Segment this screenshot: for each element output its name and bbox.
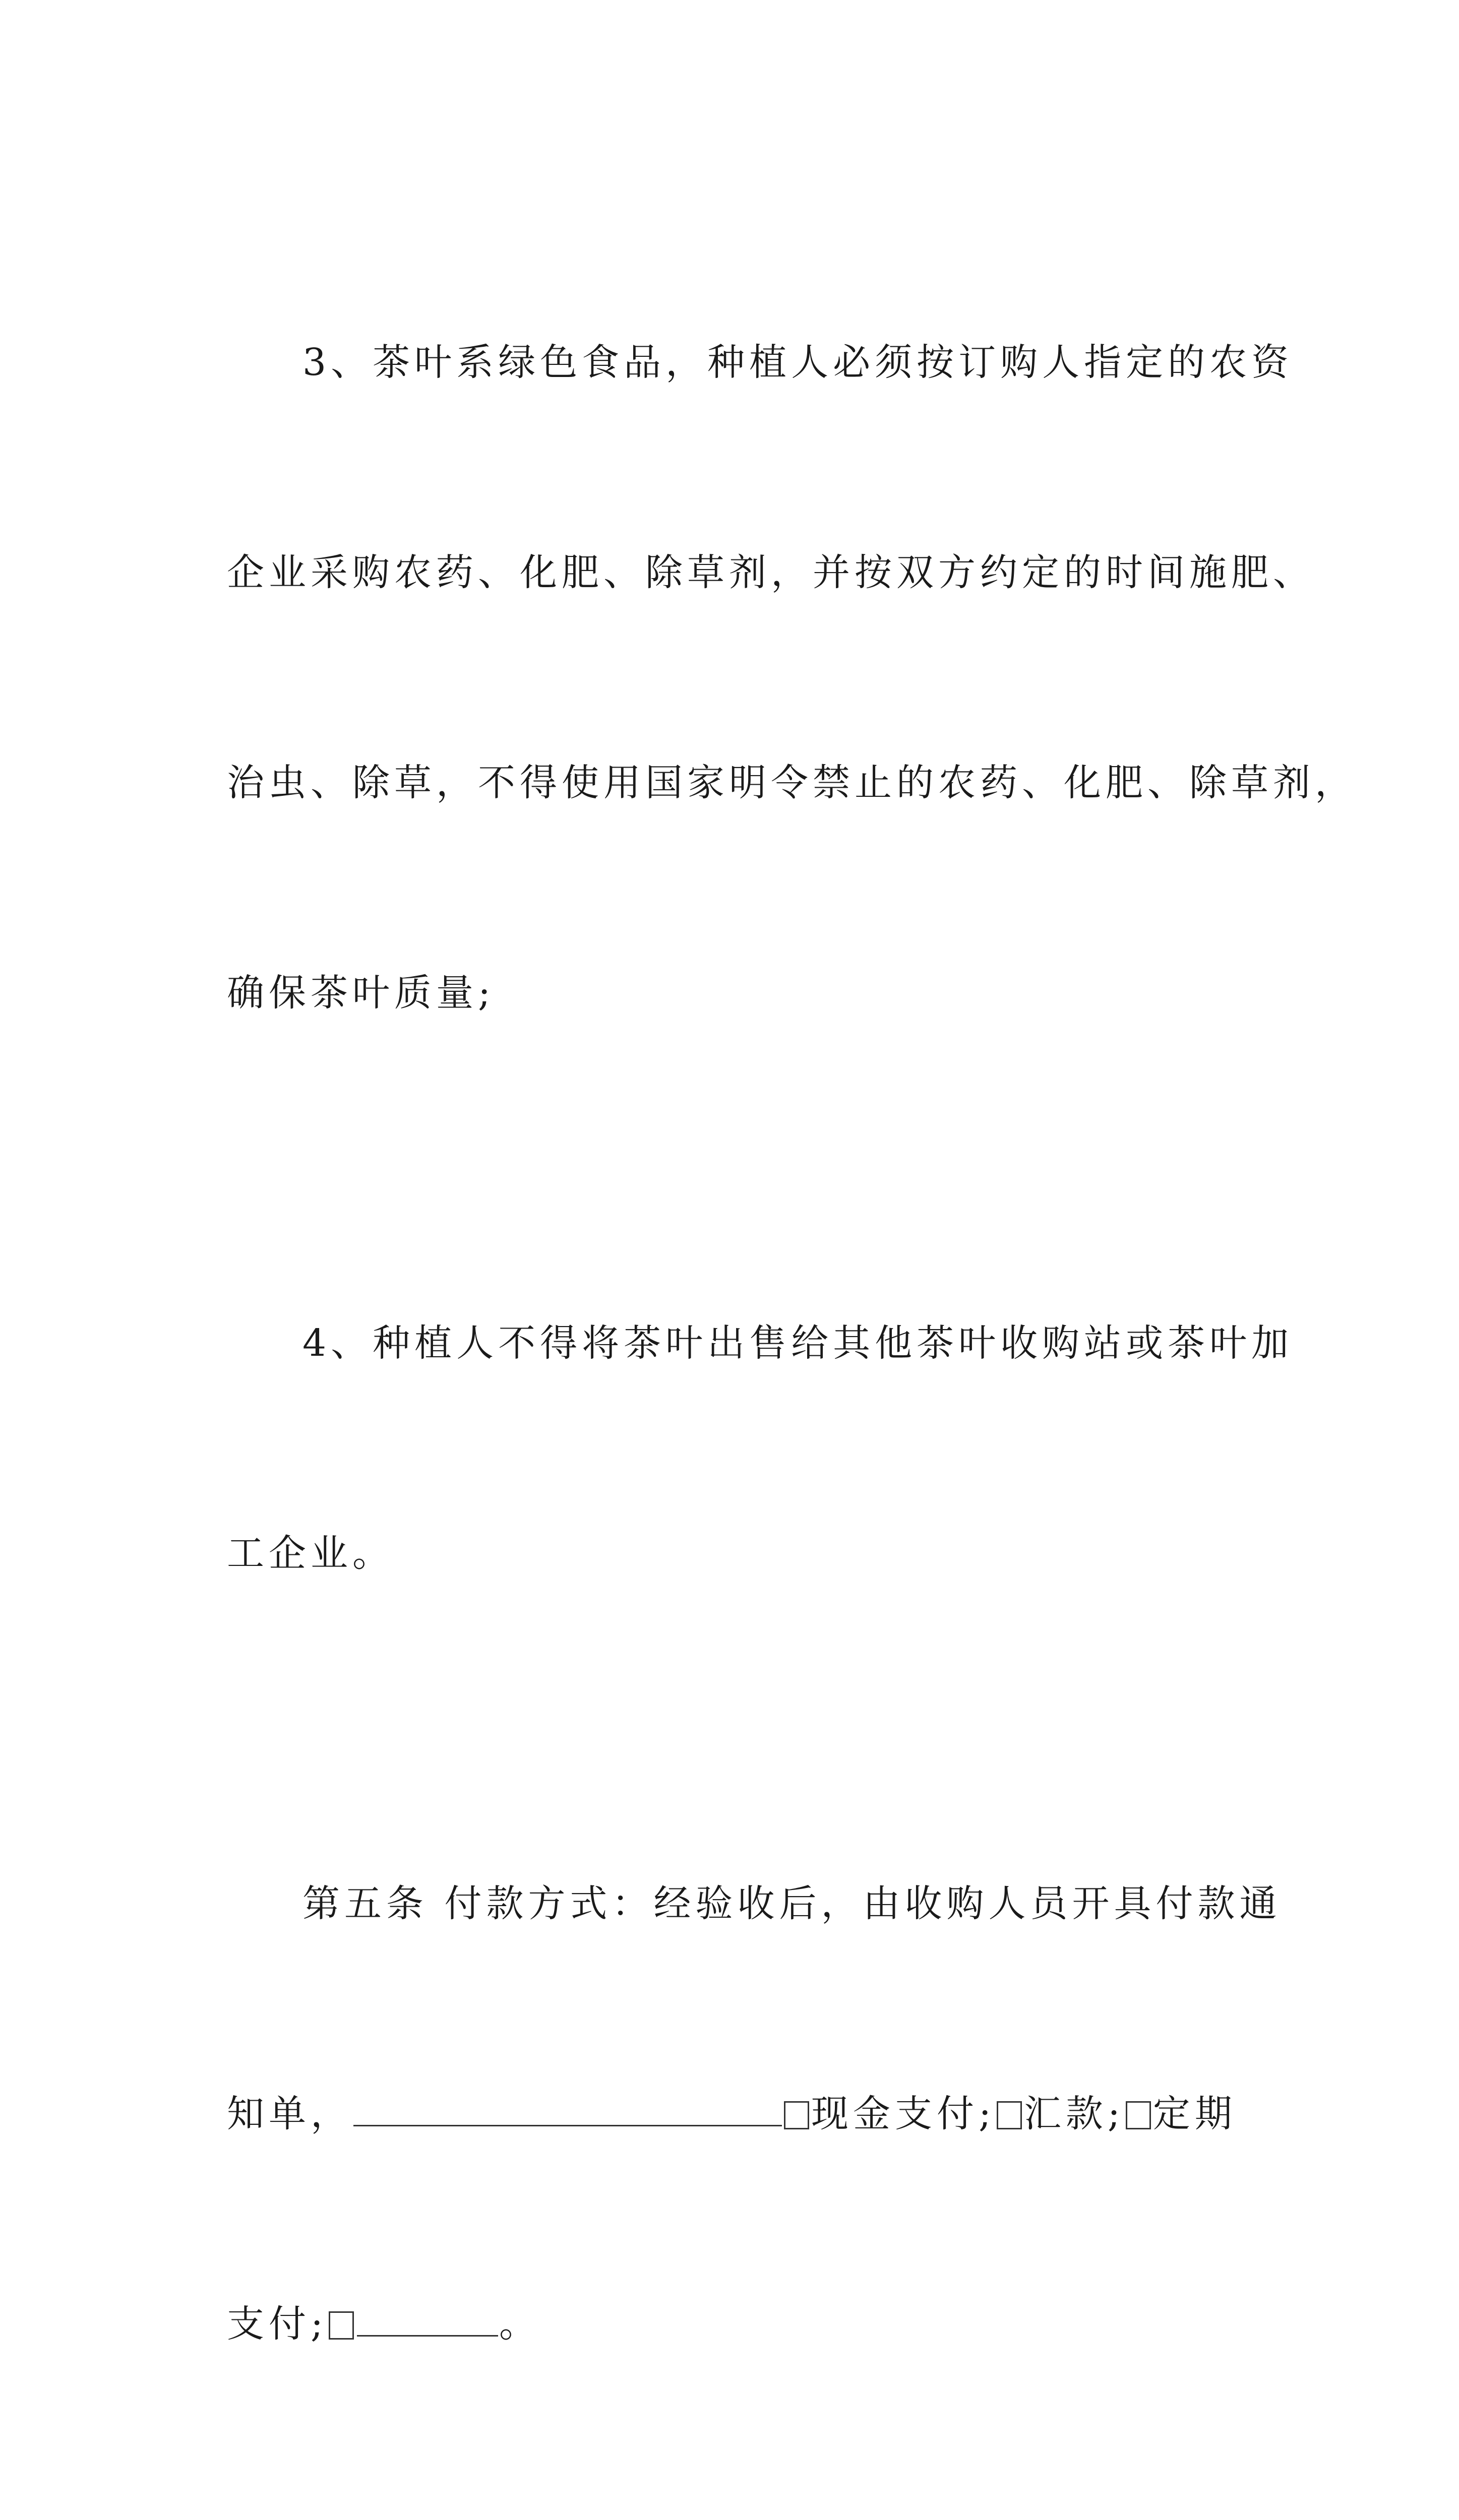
option-scheduled-label-cont: 支付; — [227, 2302, 328, 2346]
option-cash-label: 现金支付; — [811, 2092, 996, 2135]
text-line: 治虫、除草，不得使用国家明令禁止的农药、化肥、除草剂， — [227, 761, 1357, 804]
text-line — [151, 2289, 1265, 2359]
checkbox-cash[interactable] — [784, 2101, 809, 2129]
text-line: 4、种植人不得将茶叶出售给其他茶叶收购站或茶叶加 — [302, 1321, 1294, 1365]
article-5-payment-paragraph — [227, 1729, 1282, 2499]
clause-3-paragraph — [227, 187, 1357, 1168]
option-remittance-label: 汇款; — [1023, 2092, 1125, 2135]
fill-in-blank[interactable] — [357, 2303, 498, 2337]
text-line: 3、茶叶系绿色食品，种植人必须按订购人指定的农资 — [302, 341, 1294, 384]
text-line: 工企业。 — [227, 1532, 394, 1575]
checkbox-other[interactable] — [329, 2311, 354, 2340]
fill-in-blank[interactable] — [353, 2093, 782, 2126]
text-line: 第五条 付款方式：经验收后，由收购人员开具付款通 — [302, 1882, 1282, 1925]
text-fragment: 知单， — [227, 2092, 352, 2135]
option-scheduled-label: 定期 — [1152, 2092, 1237, 2135]
article-6-heading — [227, 2499, 1265, 2520]
text-line — [151, 2079, 1265, 2149]
checkbox-scheduled[interactable] — [1126, 2101, 1151, 2129]
text-fragment: 。 — [499, 2302, 541, 2346]
clause-4-paragraph — [227, 1168, 1294, 1729]
text-line: 企业采购农药、化肥、除草剂，并按双方约定的时间施肥、 — [227, 551, 1315, 594]
checkbox-remittance[interactable] — [997, 2101, 1022, 2129]
document-body — [227, 187, 1357, 2520]
text-line: 确保茶叶质量; — [227, 971, 495, 1015]
